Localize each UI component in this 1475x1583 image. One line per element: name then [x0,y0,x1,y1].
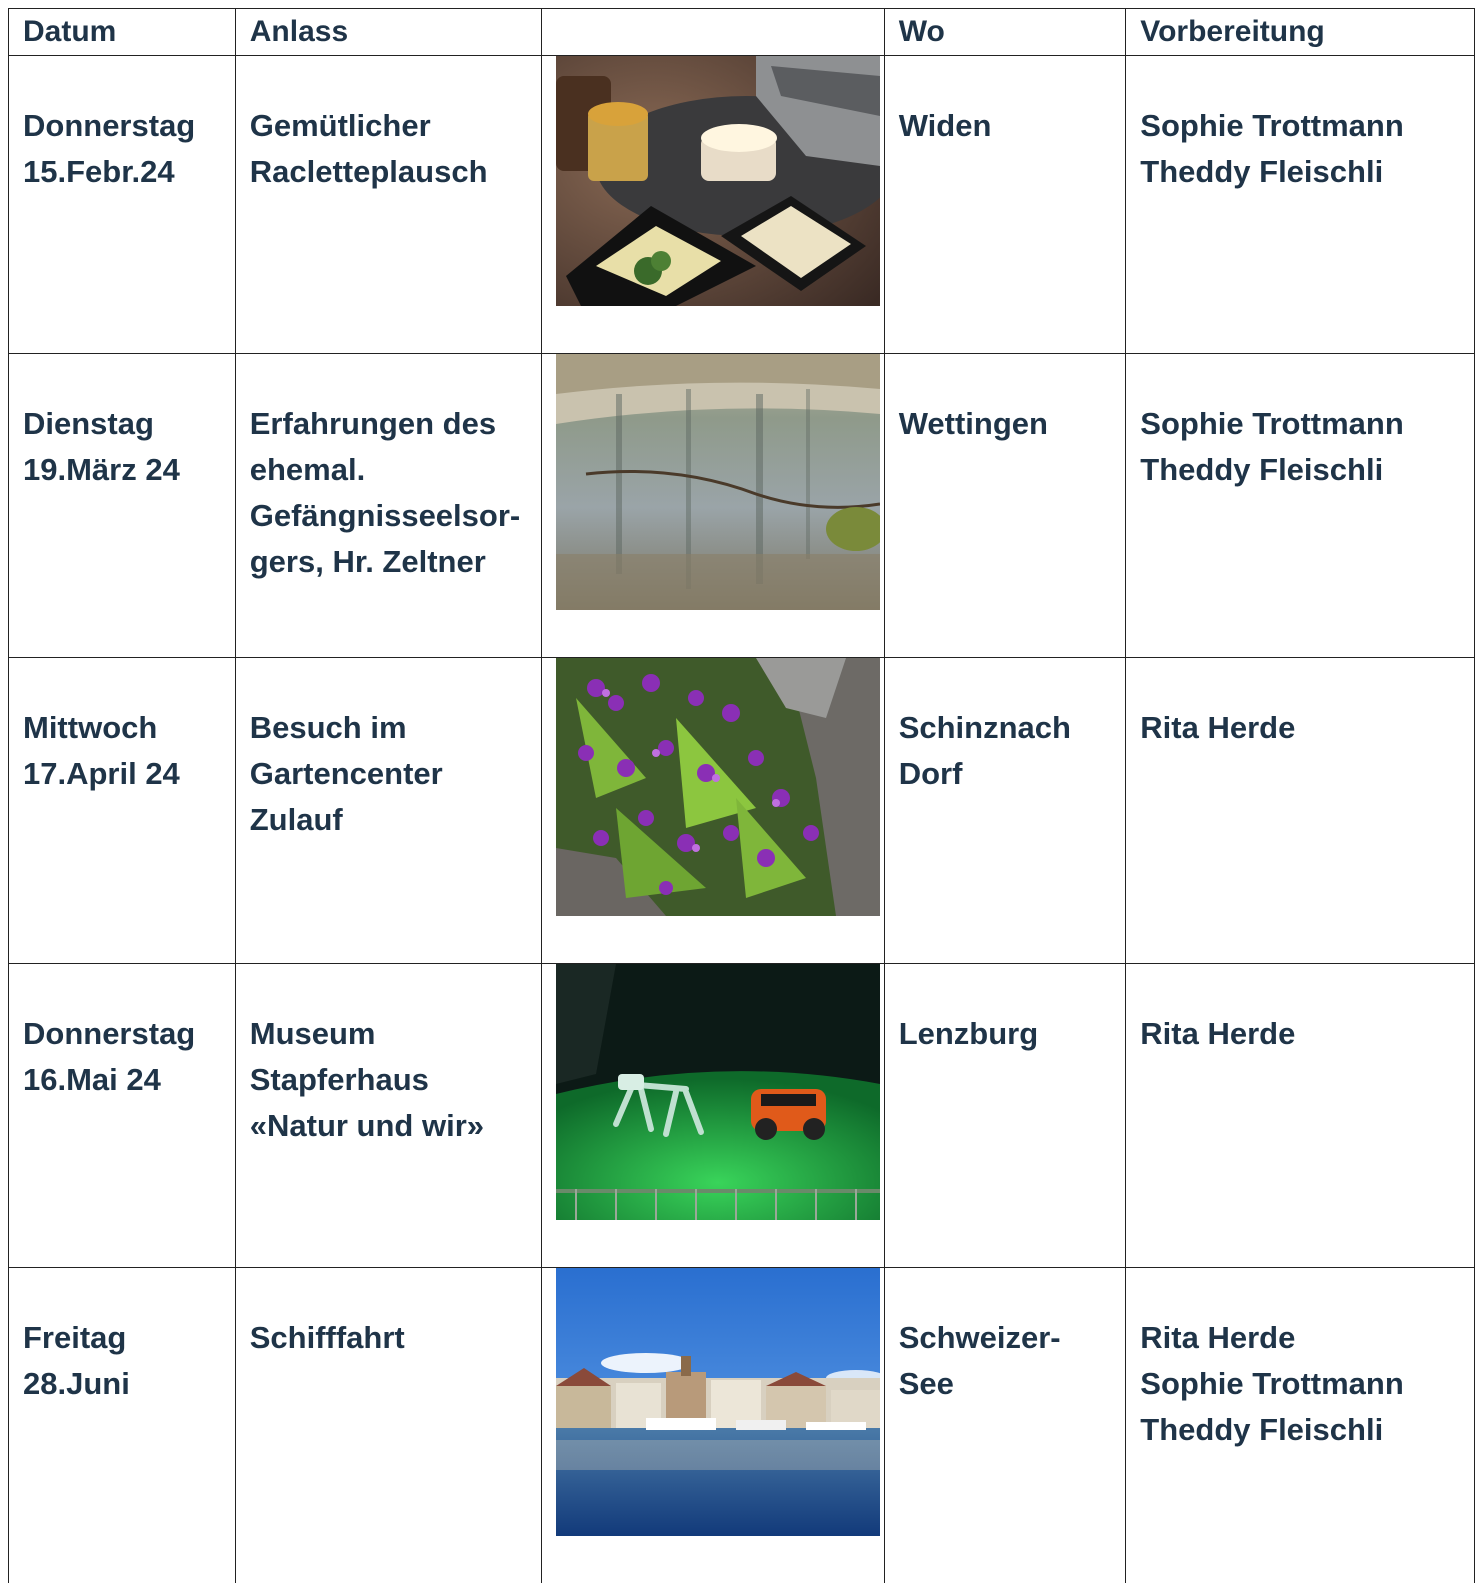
cell-vorbereitung: Sophie Trottmann Theddy Fleischli [1126,354,1475,658]
cell-vorbereitung: Sophie Trottmann Theddy Fleischli [1126,56,1475,354]
cell-photo [541,964,884,1268]
cell-anlass: Erfahrungen des ehemal. Gefängnisseelsor- gers, Hr. Zeltner [235,354,541,658]
schedule-table [8,8,1475,1583]
cell-wo: Wettingen [884,354,1126,658]
purple-flowers-photo [556,658,880,916]
cell-photo [541,56,884,354]
cell-anlass: Gemütlicher Racletteplausch [235,56,541,354]
table-row [9,964,1475,1268]
cell-vorbereitung: Rita Herde [1126,964,1475,1268]
header-wo: Wo [884,9,1126,56]
table-row [9,56,1475,354]
cell-anlass: Museum Stapferhaus «Natur und wir» [235,964,541,1268]
forest-pond-photo [556,354,880,610]
cell-wo: Lenzburg [884,964,1126,1268]
cell-wo: Widen [884,56,1126,354]
table-row [9,354,1475,658]
cell-datum: Dienstag 19.März 24 [9,354,236,658]
raclette-photo [556,56,880,306]
cell-photo [541,1268,884,1583]
cell-datum: Donnerstag 15.Febr.24 [9,56,236,354]
cell-datum: Freitag 28.Juni [9,1268,236,1583]
cell-wo: Schinznach Dorf [884,658,1126,964]
cell-wo: Schweizer- See [884,1268,1126,1583]
cell-anlass: Besuch im Gartencenter Zulauf [235,658,541,964]
cell-vorbereitung: Rita Herde Sophie Trottmann Theddy Fleischli [1126,1268,1475,1583]
cell-datum: Mittwoch 17.April 24 [9,658,236,964]
table-row [9,1268,1475,1583]
header-anlass: Anlass [235,9,541,56]
cell-anlass: Schifffahrt [235,1268,541,1583]
header-datum: Datum [9,9,236,56]
cell-datum: Donnerstag 16.Mai 24 [9,964,236,1268]
header-vorbereitung: Vorbereitung [1126,9,1475,56]
cell-photo [541,658,884,964]
cell-vorbereitung: Rita Herde [1126,658,1475,964]
cell-photo [541,354,884,658]
lake-town-photo [556,1268,880,1536]
schedule-document [8,8,1475,1583]
header-bild [541,9,884,56]
table-row [9,658,1475,964]
header-row [9,9,1475,56]
robot-exhibit-photo [556,964,880,1220]
